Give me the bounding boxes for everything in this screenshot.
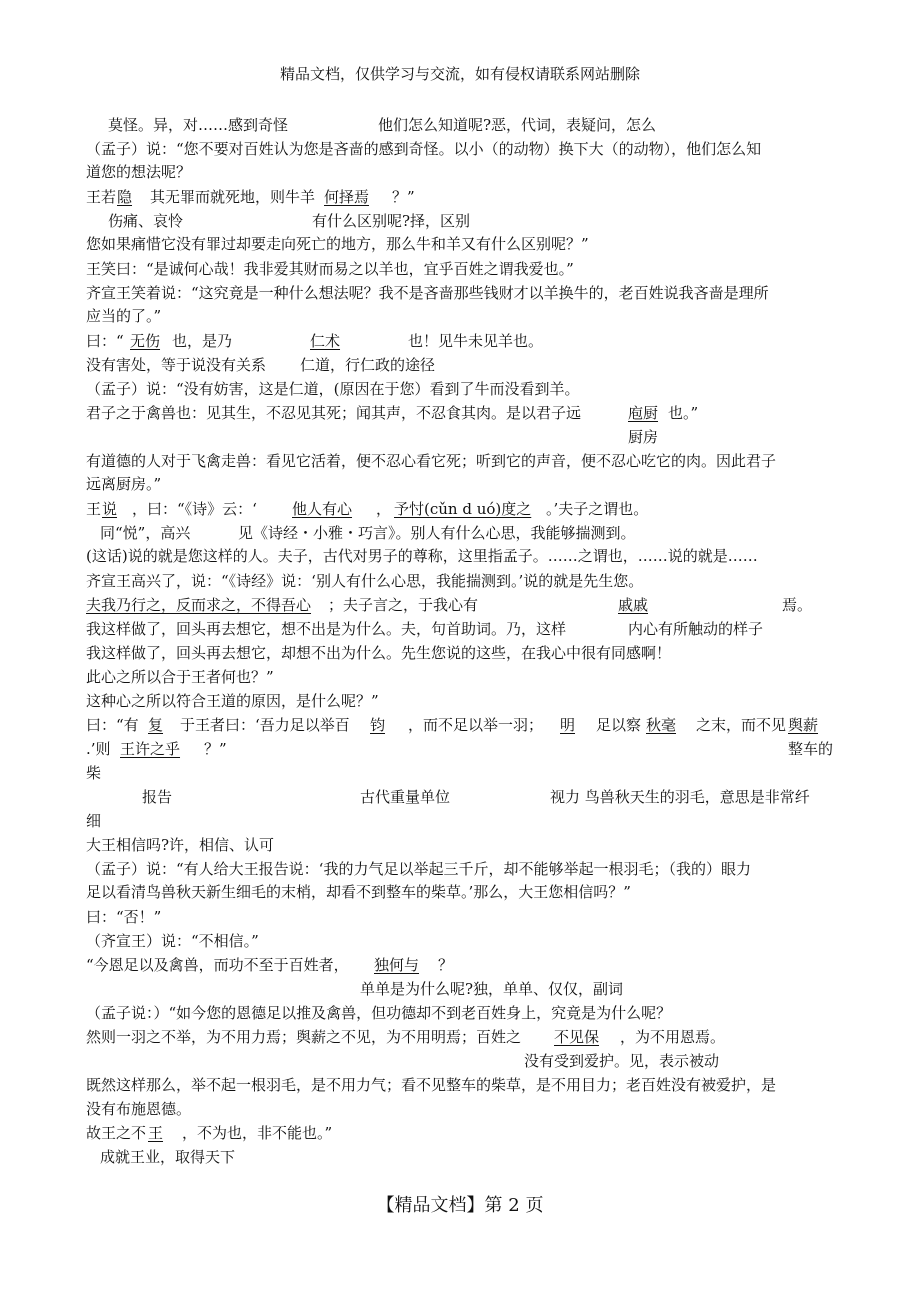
text-segment: 他们怎么知道呢?恶，代词，表疑问，怎么 — [378, 116, 657, 134]
text-segment: 曰：“否！” — [86, 908, 162, 926]
text-segment: 君子之于禽兽也：见其生，不忍见其死；闻其声，不忍食其肉。是以君子远 — [86, 404, 582, 422]
text-segment: 之末，而不见 — [696, 716, 787, 734]
text-segment: 王笑曰：“是诚何心哉！我非爱其财而易之以羊也，宜乎百姓之谓我爱也。” — [86, 260, 574, 278]
text-segment: 没有害处，等于说没有关系 — [86, 356, 267, 374]
text-segment: ？” — [392, 188, 415, 206]
text-segment: （孟子说：）“如今您的恩德足以推及禽兽，但功德却不到老百姓身上，究竟是为什么呢？ — [86, 1004, 672, 1022]
text-segment: 也。” — [668, 404, 699, 422]
text-segment: 此心之所以合于王者何也？” — [86, 668, 274, 686]
text-segment: 古代重量单位 — [360, 788, 451, 806]
text-segment: 您如果痛惜它没有罪过却要走向死亡的地方，那么牛和羊又有什么区别呢？” — [86, 235, 589, 253]
text-segment: 我这样做了，回头再去想它，却想不出为什么。先生您说的这些，在我心中很有同感啊！ — [86, 644, 672, 662]
page-header: 精品文档，仅供学习与交流，如有侵权请联系网站删除 — [279, 65, 640, 83]
text-segment: （齐宣王）说：“不相信。” — [86, 932, 259, 950]
text-segment: 没有受到爱护。见，表示被动 — [524, 1052, 720, 1070]
underlined-term: 复 — [148, 716, 164, 734]
text-segment: .’则 — [86, 740, 111, 758]
text-segment: 其无罪而就死地，则牛羊 — [150, 188, 316, 206]
text-segment: 视力 鸟兽秋天生的羽毛，意思是非常纤 — [550, 788, 810, 806]
text-segment: ， — [376, 500, 392, 518]
text-segment: ，而不足以举一羽； — [408, 716, 544, 734]
text-segment: 焉。 — [782, 596, 813, 614]
text-segment: 足以察 — [596, 716, 642, 734]
text-segment: 大王相信吗?许，相信、认可 — [86, 836, 275, 854]
text-segment: 仁道，行仁政的途径 — [300, 356, 436, 374]
underlined-term: 无伤 — [130, 332, 161, 350]
text-segment: 莫怪。异，对……感到奇怪 — [108, 116, 289, 134]
text-segment: 有什么区别呢?择，区别 — [312, 212, 471, 230]
text-segment: （孟子）说：“有人给大王报告说：‘我的力气足以举起三千斤，却不能够举起一根羽毛；（我的）眼力 — [86, 860, 751, 878]
text-segment: 。’夫子之谓也。 — [546, 500, 649, 518]
underlined-term: 庖厨 — [628, 404, 659, 422]
underlined-term: 秋毫 — [646, 716, 677, 734]
text-segment: 齐宣王笑着说：“这究竟是一种什么想法呢？我不是吝啬那些钱财才以羊换牛的，老百姓说我吝啬是理所 — [86, 284, 769, 302]
underlined-term: 不见保 — [554, 1028, 600, 1046]
text-segment: 也！见牛未见羊也。 — [408, 332, 544, 350]
text-segment: ，曰：“《诗》云：‘ — [132, 500, 257, 518]
page-footer: 【精品文档】第 2 页 — [376, 1195, 544, 1216]
text-segment: 王 — [86, 500, 102, 518]
text-segment: 有道德的人对于飞禽走兽：看见它活着，便不忍心看它死；听到它的声音，便不忍心吃它的肉。因此君子 — [86, 452, 777, 470]
text-segment: 既然这样那么，举不起一根羽毛，是不用力气；看不见整车的柴草，是不用目力；老百姓没有被爱护，是 — [86, 1076, 777, 1094]
text-segment: 道您的想法呢？ — [86, 163, 192, 181]
underlined-term: 钧 — [370, 716, 386, 734]
text-segment: 这种心之所以符合王道的原因，是什么呢？” — [86, 692, 379, 710]
text-segment: 单单是为什么呢?独，单单、仅仅，副词 — [360, 980, 624, 998]
text-segment: 曰：“有 — [86, 716, 139, 734]
underlined-term: 说 — [102, 500, 118, 518]
text-segment: 齐宣王高兴了，说：“《诗经》说：‘别人有什么心思，我能揣测到。’说的就是先生您。 — [86, 572, 644, 590]
text-segment: （孟子）说：“没有妨害，这是仁道，(原因在于您）看到了牛而没看到羊。 — [86, 380, 580, 398]
text-segment: 伤痛、哀怜 — [108, 212, 184, 230]
underlined-term: 明 — [560, 716, 576, 734]
text-segment: 远离厨房。” — [86, 475, 162, 493]
text-segment: 王若 — [86, 188, 117, 206]
text-segment: 细 — [86, 812, 102, 830]
text-segment: 厨房 — [628, 428, 659, 446]
text-segment: 于王者曰：‘吾力足以举百 — [180, 716, 350, 734]
text-segment: 应当的了。” — [86, 307, 162, 325]
text-segment: 内心有所触动的样子 — [628, 620, 764, 638]
text-segment: 故王之不 — [86, 1124, 147, 1142]
text-segment: 也，是乃 — [172, 332, 233, 350]
underlined-term: 舆薪 — [788, 716, 819, 734]
underlined-term: 戚戚 — [618, 596, 649, 614]
text-segment: （孟子）说：“您不要对百姓认为您是吝啬的感到奇怪。以小（的动物）换下大（的动物），他们怎么知 — [86, 140, 762, 158]
text-segment: ；夫子言之，于我心有 — [328, 596, 479, 614]
text-segment: ？” — [204, 740, 227, 758]
text-segment: 足以看清鸟兽秋天新生细毛的末梢，却看不到整车的柴草。’那么，大王您相信吗？” — [86, 883, 631, 901]
text-segment: 见《诗经・小雅・巧言》。别人有什么心思，我能够揣测到。 — [238, 524, 636, 542]
text-segment: 没有布施恩德。 — [86, 1100, 192, 1118]
text-segment: 整车的 — [788, 740, 834, 758]
underlined-term: 何择焉 — [324, 188, 370, 206]
underlined-term: 夫我乃行之，反而求之，不得吾心 — [86, 596, 312, 614]
text-segment: ，为不用恩焉。 — [620, 1028, 726, 1046]
text-segment: 我这样做了，回头再去想它，想不出是为什么。夫，句首助词。乃，这样 — [86, 620, 567, 638]
text-segment: 报告 — [142, 788, 173, 806]
text-segment: (这话)说的就是您这样的人。夫子，古代对男子的尊称，这里指孟子。……之谓也，……说的就是…… — [86, 547, 758, 565]
text-segment: “今恩足以及禽兽，而功不至于百姓者， — [86, 956, 349, 974]
underlined-term: 王许之乎 — [120, 740, 181, 758]
underlined-term: 他人有心 — [292, 500, 353, 518]
underlined-term: 王 — [148, 1124, 164, 1142]
text-segment: 然则一羽之不举，为不用力焉；舆薪之不见，为不用明焉；百姓之 — [86, 1028, 522, 1046]
text-segment: 曰：“ — [86, 332, 124, 350]
underlined-term: 独何与 — [374, 956, 420, 974]
text-segment: 成就王业，取得天下 — [100, 1148, 236, 1166]
underlined-term: 予忖(cǔn d uó)度之 — [394, 500, 532, 518]
text-segment: ？ — [438, 956, 454, 974]
text-segment: 同“悦”，高兴 — [100, 524, 191, 542]
text-segment: ，不为也，非不能也。” — [182, 1124, 333, 1142]
text-segment: 柴 — [86, 764, 102, 782]
underlined-term: 隐 — [117, 188, 133, 206]
underlined-term: 仁术 — [310, 332, 341, 350]
